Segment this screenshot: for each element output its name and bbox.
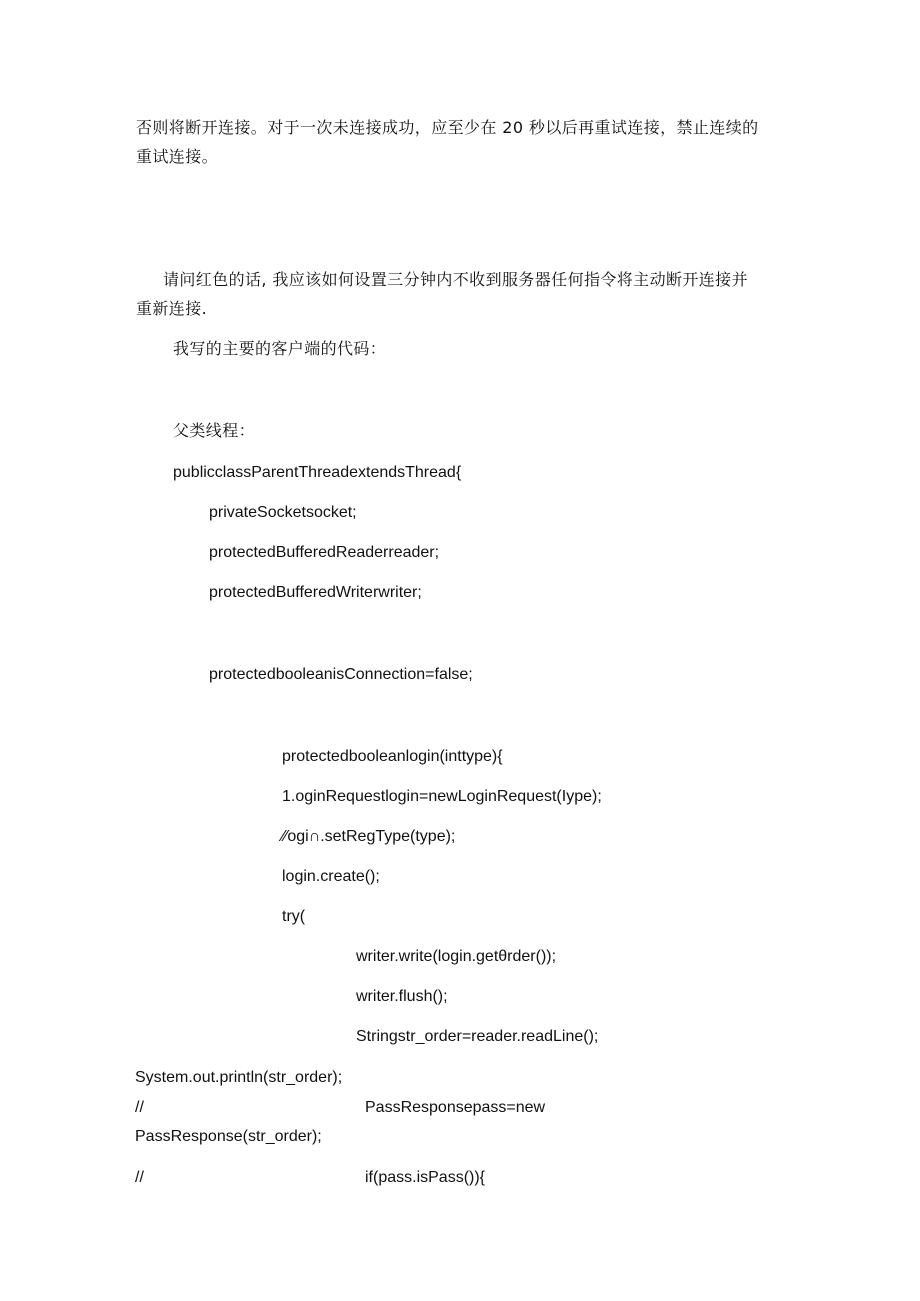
paragraph-line: 重试连接。: [136, 147, 219, 166]
code-line: System.out.println(str_order);: [135, 1069, 343, 1086]
code-line: writer.flush();: [356, 988, 448, 1005]
code-line: protectedBufferedReaderreader;: [209, 544, 440, 561]
code-line: 1.oginRequestlogin=newLoginRequest(Iype);: [282, 788, 602, 805]
code-line: protectedbooleanisConnection=false;: [209, 666, 473, 683]
intro-text: 我写的主要的客户端的代码：: [173, 339, 387, 358]
code-line: PassResponsepass=new: [365, 1099, 546, 1116]
code-line: Stringstr_order=reader.readLine();: [356, 1028, 599, 1045]
code-line: if(pass.isPass()){: [365, 1169, 486, 1186]
question-line: 重新连接.: [136, 299, 208, 318]
code-line: publicclassParentThreadextendsThread{: [173, 464, 462, 481]
code-comment-marker: //: [135, 1169, 144, 1186]
code-line: protectedBufferedWriterwriter;: [209, 584, 422, 601]
code-line: PassResponse(str_order);: [135, 1128, 322, 1145]
paragraph-line: 否则将断开连接。对于一次未连接成功，应至少在 20 秒以后再重试连接，禁止连续的: [136, 118, 759, 137]
code-line: writer.write(login.getθrder());: [356, 948, 557, 965]
code-comment-marker: //: [135, 1099, 144, 1116]
code-line: ∕∕ogi∩.setRegType(type);: [282, 828, 456, 845]
code-line: try(: [282, 908, 306, 925]
code-line: protectedbooleanlogin(inttype){: [282, 748, 503, 765]
code-line: privateSocketsocket;: [209, 504, 357, 521]
section-label: 父类线程：: [173, 421, 256, 440]
question-line: 请问红色的话, 我应该如何设置三分钟内不收到服务器任何指令将主动断开连接并: [163, 270, 748, 289]
code-line: login.create();: [282, 868, 380, 885]
